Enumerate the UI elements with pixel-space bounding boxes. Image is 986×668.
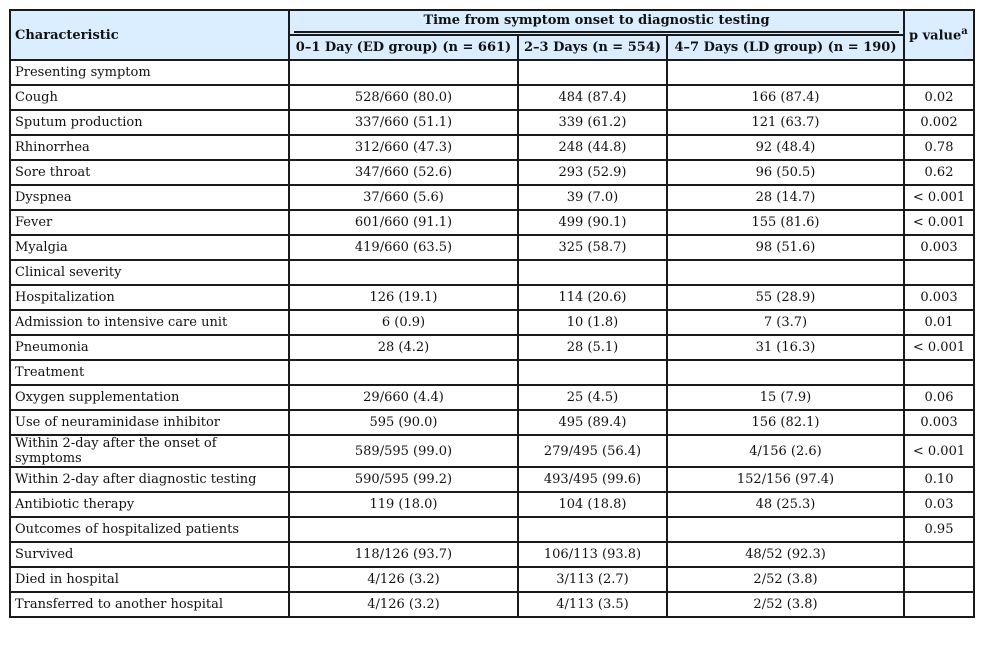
cell-ld-group: 152/156 (97.4) bbox=[667, 467, 904, 492]
table-row bbox=[10, 135, 974, 160]
cell-ed-group bbox=[289, 60, 518, 85]
cell-pvalue: 0.003 bbox=[904, 285, 974, 310]
cell-ed-group: 589/595 (99.0) bbox=[289, 435, 518, 467]
table-row bbox=[10, 285, 974, 310]
cell-characteristic: Myalgia bbox=[10, 235, 289, 260]
header-characteristic: Characteristic bbox=[10, 10, 289, 60]
cell-mid-group: 3/113 (2.7) bbox=[518, 567, 667, 592]
table-row bbox=[10, 335, 974, 360]
cell-pvalue: 0.95 bbox=[904, 517, 974, 542]
cell-mid-group: 10 (1.8) bbox=[518, 310, 667, 335]
cell-ed-group: 28 (4.2) bbox=[289, 335, 518, 360]
cell-ed-group: 601/660 (91.1) bbox=[289, 210, 518, 235]
cell-ld-group: 92 (48.4) bbox=[667, 135, 904, 160]
cell-mid-group: 4/113 (3.5) bbox=[518, 592, 667, 617]
cell-ld-group: 31 (16.3) bbox=[667, 335, 904, 360]
cell-ed-group: 118/126 (93.7) bbox=[289, 542, 518, 567]
cell-mid-group: 25 (4.5) bbox=[518, 385, 667, 410]
cell-ld-group: 2/52 (3.8) bbox=[667, 567, 904, 592]
table-row bbox=[10, 110, 974, 135]
table-row bbox=[10, 60, 974, 85]
header-ld-group: 4–7 Days (LD group) (n = 190) bbox=[667, 35, 904, 60]
cell-characteristic: Oxygen supplementation bbox=[10, 385, 289, 410]
cell-mid-group: 104 (18.8) bbox=[518, 492, 667, 517]
cell-characteristic: Survived bbox=[10, 542, 289, 567]
cell-ed-group: 312/660 (47.3) bbox=[289, 135, 518, 160]
cell-ld-group: 4/156 (2.6) bbox=[667, 435, 904, 467]
cell-pvalue: 0.01 bbox=[904, 310, 974, 335]
cell-ld-group: 48 (25.3) bbox=[667, 492, 904, 517]
cell-mid-group: 28 (5.1) bbox=[518, 335, 667, 360]
cell-mid-group: 248 (44.8) bbox=[518, 135, 667, 160]
cell-mid-group: 106/113 (93.8) bbox=[518, 542, 667, 567]
cell-pvalue bbox=[904, 592, 974, 617]
table-row bbox=[10, 185, 974, 210]
cell-characteristic: Fever bbox=[10, 210, 289, 235]
cell-mid-group: 484 (87.4) bbox=[518, 85, 667, 110]
cell-ld-group: 55 (28.9) bbox=[667, 285, 904, 310]
cell-pvalue: 0.003 bbox=[904, 235, 974, 260]
cell-pvalue bbox=[904, 542, 974, 567]
cell-mid-group: 39 (7.0) bbox=[518, 185, 667, 210]
cell-mid-group bbox=[518, 360, 667, 385]
cell-pvalue: 0.003 bbox=[904, 410, 974, 435]
table-row bbox=[10, 360, 974, 385]
cell-characteristic: Dyspnea bbox=[10, 185, 289, 210]
cell-ld-group: 155 (81.6) bbox=[667, 210, 904, 235]
cell-characteristic: Clinical severity bbox=[10, 260, 289, 285]
table-row bbox=[10, 592, 974, 617]
table-row bbox=[10, 435, 974, 467]
cell-mid-group: 493/495 (99.6) bbox=[518, 467, 667, 492]
table-row bbox=[10, 517, 974, 542]
cell-pvalue: < 0.001 bbox=[904, 210, 974, 235]
cell-characteristic: Rhinorrhea bbox=[10, 135, 289, 160]
header-mid-group: 2–3 Days (n = 554) bbox=[518, 35, 667, 60]
table-row bbox=[10, 85, 974, 110]
cell-characteristic: Presenting symptom bbox=[10, 60, 289, 85]
cell-ld-group: 2/52 (3.8) bbox=[667, 592, 904, 617]
header-pvalue-text: p value bbox=[909, 28, 962, 44]
data-table bbox=[9, 9, 975, 618]
cell-ed-group: 6 (0.9) bbox=[289, 310, 518, 335]
cell-pvalue: 0.03 bbox=[904, 492, 974, 517]
cell-ld-group: 48/52 (92.3) bbox=[667, 542, 904, 567]
table-row bbox=[10, 310, 974, 335]
cell-mid-group: 114 (20.6) bbox=[518, 285, 667, 310]
header-pvalue bbox=[904, 10, 974, 60]
cell-pvalue: 0.06 bbox=[904, 385, 974, 410]
cell-ed-group: 528/660 (80.0) bbox=[289, 85, 518, 110]
cell-pvalue: 0.62 bbox=[904, 160, 974, 185]
cell-pvalue: < 0.001 bbox=[904, 435, 974, 467]
cell-pvalue: 0.002 bbox=[904, 110, 974, 135]
cell-characteristic: Sore throat bbox=[10, 160, 289, 185]
cell-ed-group: 419/660 (63.5) bbox=[289, 235, 518, 260]
cell-ld-group: 166 (87.4) bbox=[667, 85, 904, 110]
cell-ld-group: 28 (14.7) bbox=[667, 185, 904, 210]
table-row bbox=[10, 410, 974, 435]
table-container bbox=[9, 9, 975, 618]
header-group-title bbox=[289, 10, 904, 35]
cell-ed-group bbox=[289, 360, 518, 385]
cell-pvalue bbox=[904, 360, 974, 385]
cell-ed-group: 37/660 (5.6) bbox=[289, 185, 518, 210]
cell-ed-group: 347/660 (52.6) bbox=[289, 160, 518, 185]
cell-ed-group: 119 (18.0) bbox=[289, 492, 518, 517]
table-row bbox=[10, 210, 974, 235]
cell-mid-group: 293 (52.9) bbox=[518, 160, 667, 185]
cell-ed-group bbox=[289, 517, 518, 542]
cell-characteristic: Cough bbox=[10, 85, 289, 110]
cell-ld-group: 156 (82.1) bbox=[667, 410, 904, 435]
cell-characteristic: Treatment bbox=[10, 360, 289, 385]
cell-characteristic: Pneumonia bbox=[10, 335, 289, 360]
cell-ed-group: 595 (90.0) bbox=[289, 410, 518, 435]
header-group-title-text: Time from symptom onset to diagnostic testing bbox=[294, 13, 899, 33]
cell-ed-group: 4/126 (3.2) bbox=[289, 592, 518, 617]
cell-characteristic: Antibiotic therapy bbox=[10, 492, 289, 517]
cell-characteristic: Within 2-day after the onset of symptoms bbox=[10, 435, 289, 467]
cell-pvalue: 0.02 bbox=[904, 85, 974, 110]
cell-ld-group: 96 (50.5) bbox=[667, 160, 904, 185]
cell-ld-group bbox=[667, 60, 904, 85]
cell-ld-group: 121 (63.7) bbox=[667, 110, 904, 135]
cell-mid-group: 499 (90.1) bbox=[518, 210, 667, 235]
cell-ed-group: 4/126 (3.2) bbox=[289, 567, 518, 592]
cell-ld-group: 15 (7.9) bbox=[667, 385, 904, 410]
table-row bbox=[10, 385, 974, 410]
cell-characteristic: Transferred to another hospital bbox=[10, 592, 289, 617]
cell-pvalue: < 0.001 bbox=[904, 185, 974, 210]
table-row bbox=[10, 160, 974, 185]
cell-characteristic: Admission to intensive care unit bbox=[10, 310, 289, 335]
cell-ed-group: 29/660 (4.4) bbox=[289, 385, 518, 410]
cell-characteristic: Within 2-day after diagnostic testing bbox=[10, 467, 289, 492]
cell-characteristic: Outcomes of hospitalized patients bbox=[10, 517, 289, 542]
cell-pvalue bbox=[904, 567, 974, 592]
cell-pvalue bbox=[904, 60, 974, 85]
table-row bbox=[10, 260, 974, 285]
table-body bbox=[10, 60, 974, 617]
cell-pvalue bbox=[904, 260, 974, 285]
table-row bbox=[10, 492, 974, 517]
header-ed-group: 0–1 Day (ED group) (n = 661) bbox=[289, 35, 518, 60]
cell-ld-group bbox=[667, 360, 904, 385]
table-row bbox=[10, 467, 974, 492]
cell-characteristic: Hospitalization bbox=[10, 285, 289, 310]
cell-pvalue: 0.78 bbox=[904, 135, 974, 160]
table-row bbox=[10, 235, 974, 260]
table-row bbox=[10, 542, 974, 567]
cell-characteristic: Sputum production bbox=[10, 110, 289, 135]
cell-characteristic: Died in hospital bbox=[10, 567, 289, 592]
header-pvalue-footnote: a bbox=[961, 26, 968, 38]
cell-ld-group bbox=[667, 260, 904, 285]
table-header bbox=[10, 10, 974, 60]
cell-ed-group: 590/595 (99.2) bbox=[289, 467, 518, 492]
cell-ld-group: 98 (51.6) bbox=[667, 235, 904, 260]
cell-ed-group bbox=[289, 260, 518, 285]
cell-mid-group bbox=[518, 260, 667, 285]
cell-mid-group: 339 (61.2) bbox=[518, 110, 667, 135]
cell-mid-group: 495 (89.4) bbox=[518, 410, 667, 435]
table-row bbox=[10, 567, 974, 592]
cell-mid-group: 279/495 (56.4) bbox=[518, 435, 667, 467]
cell-mid-group bbox=[518, 517, 667, 542]
cell-pvalue: 0.10 bbox=[904, 467, 974, 492]
cell-ld-group: 7 (3.7) bbox=[667, 310, 904, 335]
cell-mid-group: 325 (58.7) bbox=[518, 235, 667, 260]
cell-ld-group bbox=[667, 517, 904, 542]
cell-pvalue: < 0.001 bbox=[904, 335, 974, 360]
cell-characteristic: Use of neuraminidase inhibitor bbox=[10, 410, 289, 435]
cell-mid-group bbox=[518, 60, 667, 85]
cell-ed-group: 126 (19.1) bbox=[289, 285, 518, 310]
cell-ed-group: 337/660 (51.1) bbox=[289, 110, 518, 135]
